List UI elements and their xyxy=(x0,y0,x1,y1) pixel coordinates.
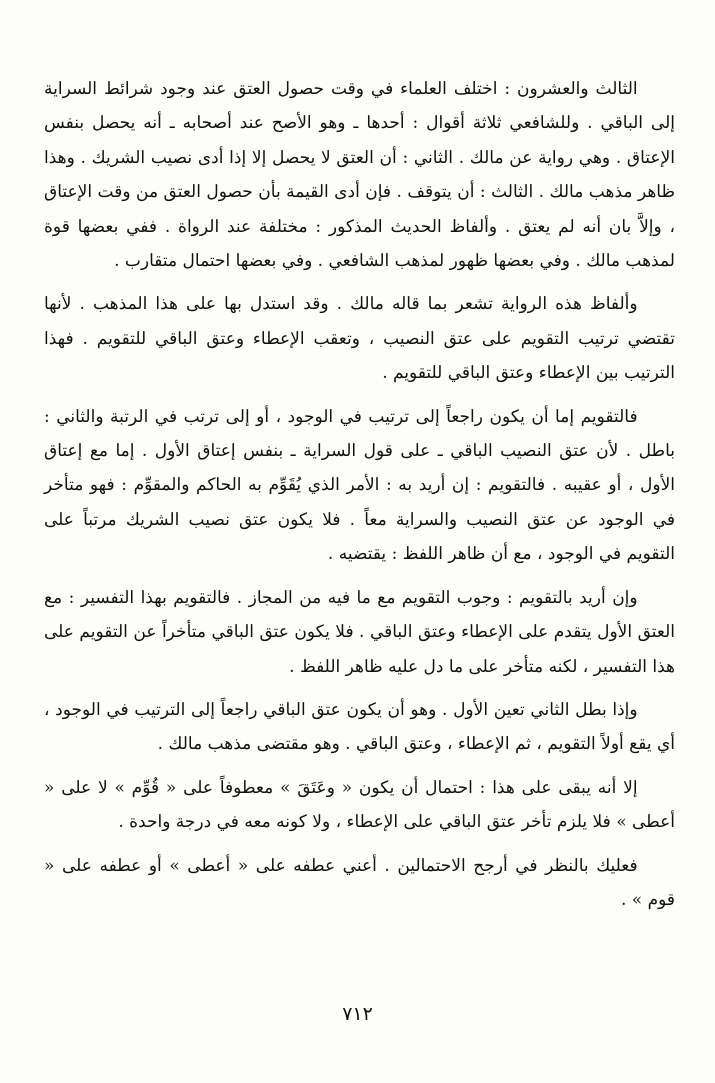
paragraph-1: الثالث والعشرون : اختلف العلماء في وقت حصول العتق عند وجود شرائط السراية إلى الباقي . وللشافعي ثلاثة أقوال : أحدها ـ وهو الأصح عند أصحابه ـ أنه يحصل بنفس الإعتاق . وهي رواية عن مالك . الثاني : أن العتق لا يحصل إلا إذا أدى نصيب الشريك . وهذا ظاهر مذهب مالك . الثالث : أن يتوقف . فإن أدى القيمة بأن حصول العتق من وقت الإعتاق ، وإلاَّ بان أنه لم يعتق . وألفاظ الحديث المذكور : مختلفة عند الرواة . ففي بعضها قوة لمذهب مالك . وفي بعضها ظهور لمذهب الشافعي . وفي بعضها احتمال متقارب . xyxy=(44,79,675,272)
page-number: ٧١٢ xyxy=(342,1003,373,1025)
paragraph-4: وإن أريد بالتقويم : وجوب التقويم مع ما فيه من المجاز . فالتقويم بهذا التفسير : مع العتق الأول يتقدم على الإعطاء وعتق الباقي . فلا يكون عتق الباقي متأخراً عن التقويم على هذا التفسير ، لكنه متأخر على ما دل عليه ظاهر اللفظ . xyxy=(44,587,675,677)
paragraph-5: وإذا بطل الثاني تعين الأول . وهو أن يكون عتق الباقي راجعاً إلى الترتيب في الوجود ، أي يقع أولاً التقويم ، ثم الإعطاء ، وعتق الباقي . وهو مقتضى مذهب مالك . xyxy=(44,699,675,755)
paragraph-7: فعليك بالنظر في أرجح الاحتمالين . أعني عطفه على « أعطى » أو عطفه على « قوم » . xyxy=(44,855,675,910)
body-text xyxy=(44,72,675,917)
paragraph-3: فالتقويم إما أن يكون راجعاً إلى ترتيب في الوجود ، أو إلى ترتب في الرتبة والثاني : باطل . لأن عتق النصيب الباقي ـ على قول السراية ـ بنفس إعتاق الأول . إما مع إعتاق الأول ، أو عقيبه . فالتقويم : إن أريد به : الأمر الذي يُقَوِّم به الحاكم والمقوِّم : فهو متأخر في الوجود عن عتق النصيب والسراية معاً . فلا يكون عتق نصيب الشريك مرتباً على التقويم في الوجود ، مع أن ظاهر اللفظ : يقتضيه . xyxy=(44,406,675,565)
paragraph-2: وألفاظ هذه الرواية تشعر بما قاله مالك . وقد استدل بها على هذا المذهب . لأنها تقتضي ترتيب التقويم على عتق النصيب ، وتعقب الإعطاء وعتق الباقي للتقويم . فهذا الترتيب بين الإعطاء وعتق الباقي للتقويم . xyxy=(44,294,675,384)
paragraph-6: إلا أنه يبقى على هذا : احتمال أن يكون « وعَتَقَ » معطوفاً على « قُوِّم » لا على « أعطى » فلا يلزم تأخر عتق الباقي على الإعطاء ، ولا كونه معه في درجة واحدة . xyxy=(44,777,675,833)
